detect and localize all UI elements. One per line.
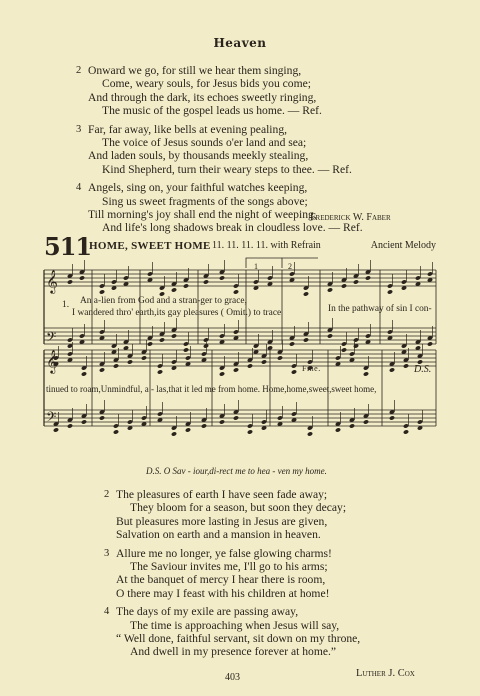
stanza-3 bbox=[104, 546, 426, 601]
note-head bbox=[341, 347, 347, 352]
bass-clef-icon: 𝄢 bbox=[46, 329, 57, 348]
note-head bbox=[67, 279, 73, 284]
refrain-lyric: D.S. O Sav - iour,di-rect me to hea - ven my home. bbox=[146, 466, 327, 476]
note-head bbox=[233, 289, 239, 294]
verse-line: Come, weary souls, for Jesus bids you come; bbox=[102, 77, 311, 91]
note-head bbox=[201, 423, 207, 428]
note-head bbox=[261, 359, 267, 364]
note-head bbox=[247, 363, 253, 368]
stanza-4 bbox=[104, 605, 426, 659]
note-head bbox=[171, 333, 177, 338]
note-head bbox=[81, 419, 87, 424]
treble-clef-icon: 𝄞 bbox=[46, 269, 58, 293]
verse-line: But pleasures more lasting in Jesus are given, bbox=[116, 514, 328, 528]
verse-line: Sing us sweet fragments of the songs above; bbox=[102, 194, 308, 208]
note-head bbox=[327, 287, 333, 292]
note-head bbox=[363, 419, 369, 424]
note-head bbox=[247, 429, 253, 434]
note-head bbox=[277, 355, 283, 360]
second-ending-mark: 2 bbox=[288, 262, 292, 271]
verse-line: And life's long shadows break in cloudless love. — Ref. bbox=[102, 221, 363, 235]
bass-clef-icon: 𝄢 bbox=[46, 409, 57, 428]
fine-mark: Fine. bbox=[302, 364, 321, 373]
note-head bbox=[81, 371, 87, 376]
note-head bbox=[113, 363, 119, 368]
note-head bbox=[335, 427, 341, 432]
note-head bbox=[113, 429, 119, 434]
verse-line: Far, far away, like bells at evening pealing, bbox=[88, 122, 288, 136]
stanza-2 bbox=[104, 488, 426, 542]
verse-line: The voice of Jesus sounds o'er land and sea; bbox=[102, 136, 307, 150]
verse-line: The time is approaching when Jesus will say, bbox=[130, 618, 340, 632]
note-head bbox=[353, 279, 359, 284]
note-head bbox=[219, 275, 225, 280]
verse-line: Onward we go, for still we hear them singing, bbox=[88, 64, 302, 77]
note-head bbox=[403, 363, 409, 368]
lyric-line: In the pathway of sin I con- bbox=[328, 304, 432, 314]
stanza-number: 2 bbox=[76, 65, 82, 76]
note-head bbox=[171, 287, 177, 292]
stanza-number: 4 bbox=[104, 606, 110, 618]
note-head bbox=[303, 291, 309, 296]
verse-line: They bloom for a season, but soon they decay; bbox=[130, 501, 347, 515]
stanza-number: 2 bbox=[104, 489, 110, 500]
note-head bbox=[233, 415, 239, 420]
note-head bbox=[303, 337, 309, 342]
note-head bbox=[387, 289, 393, 294]
hymn-title: HOME, SWEET HOME bbox=[89, 240, 211, 252]
verse-line: Till morning's joy shall end the night of weeping, bbox=[88, 208, 317, 222]
note-head bbox=[341, 283, 347, 288]
note-head bbox=[127, 359, 133, 364]
note-head bbox=[289, 341, 295, 346]
note-head bbox=[171, 431, 177, 436]
verse-line: And through the dark, its echoes sweetly ringing, bbox=[88, 90, 317, 104]
running-head: Heaven bbox=[213, 36, 267, 50]
note-head bbox=[183, 283, 189, 288]
verse-line: The pleasures of earth I have seen fade away; bbox=[116, 488, 328, 501]
note-head bbox=[233, 367, 239, 372]
bar-lines bbox=[44, 258, 436, 428]
lyric-line: tinued to roam,Unmindful, a - las,that it led me from home. Home,home,sweet,sweet home, bbox=[46, 384, 377, 394]
ds-mark: D.S. bbox=[414, 364, 432, 375]
hymn-number: 511 bbox=[44, 232, 92, 261]
bottom-verses bbox=[104, 488, 426, 664]
verse-line: O there may I feast with his children at home! bbox=[116, 586, 330, 600]
note-head bbox=[291, 369, 297, 374]
note-head bbox=[183, 347, 189, 352]
note-head bbox=[307, 431, 313, 436]
verse-line: The days of my exile are passing away, bbox=[116, 605, 299, 619]
stanza-number: 3 bbox=[104, 547, 110, 559]
stanza-number: 3 bbox=[76, 123, 82, 135]
stanza-number: 4 bbox=[76, 182, 82, 194]
verse-line: The Saviour invites me, I'll go to his arms; bbox=[130, 560, 328, 574]
lyric-line: I wandered thro' earth,its gay pleasures ( Omit.) to trace bbox=[72, 308, 282, 318]
verse-line: And dwell in my presence forever at home.” bbox=[130, 645, 337, 659]
lyric-line: An a-lien from God and a stran-ger to grace, bbox=[80, 296, 247, 306]
verse-number: 1. bbox=[62, 300, 70, 310]
note-head bbox=[403, 429, 409, 434]
verse-line: Salvation on earth and a mansion in heaven. bbox=[116, 528, 321, 542]
note-head bbox=[203, 279, 209, 284]
note-head bbox=[363, 371, 369, 376]
tune-name: Ancient Melody bbox=[370, 240, 436, 251]
note-head bbox=[53, 427, 59, 432]
note-head bbox=[219, 371, 225, 376]
note-head bbox=[157, 369, 163, 374]
note-head bbox=[99, 415, 105, 420]
text-author: Frederick W. Faber bbox=[310, 212, 391, 223]
hymn-meter: 11. 11. 11. 11. with Refrain bbox=[212, 240, 321, 251]
verse-line: The music of the gospel leads us home. — Ref. bbox=[102, 104, 322, 118]
verse-line: And laden souls, by thousands meekly stealing, bbox=[88, 149, 309, 163]
page-number: 403 bbox=[225, 672, 240, 683]
note-head bbox=[147, 341, 153, 346]
note-head bbox=[327, 333, 333, 338]
first-ending-mark: 1 bbox=[254, 262, 258, 271]
note-head bbox=[185, 427, 191, 432]
verse-line: At the banquet of mercy I hear there is room, bbox=[116, 573, 326, 587]
note-head bbox=[219, 419, 225, 424]
verse-line: Kind Shepherd, turn their weary steps to thee. — Ref. bbox=[102, 162, 352, 176]
verse-line: Allure me no longer, ye false glowing charms! bbox=[116, 546, 332, 560]
verse-line: Angels, sing on, your faithful watches keeping, bbox=[88, 181, 308, 195]
note-head bbox=[389, 415, 395, 420]
note-head bbox=[365, 275, 371, 280]
note-head bbox=[349, 423, 355, 428]
note-head bbox=[159, 337, 165, 342]
text-author: Luther J. Cox bbox=[356, 668, 415, 679]
note-head bbox=[67, 423, 73, 428]
volta-bracket bbox=[246, 258, 282, 268]
verse-line: “ Well done, faithful servant, sit down on my throne, bbox=[116, 632, 361, 646]
note-head bbox=[99, 367, 105, 372]
note-head bbox=[141, 355, 147, 360]
note-head bbox=[389, 367, 395, 372]
note-head bbox=[427, 341, 433, 346]
note-head bbox=[99, 289, 105, 294]
treble-clef-icon: 𝄞 bbox=[46, 349, 58, 373]
note-head bbox=[79, 275, 85, 280]
